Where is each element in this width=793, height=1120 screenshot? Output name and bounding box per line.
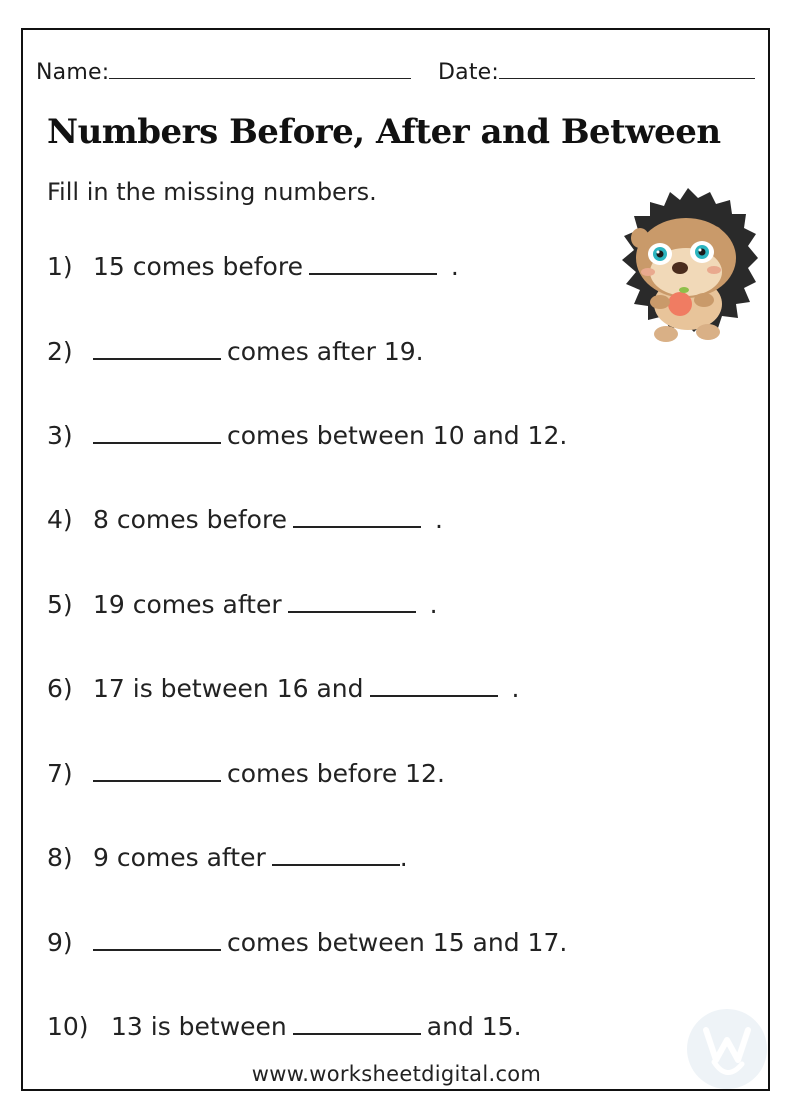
question-text-after: comes after 19. [227, 337, 424, 366]
question-text-after: . [442, 252, 459, 281]
question-text-after: . [421, 590, 438, 619]
question-number: 10) [47, 1012, 89, 1041]
date-line[interactable] [499, 58, 755, 79]
question-3 [47, 421, 567, 450]
answer-blank[interactable] [288, 593, 416, 613]
question-10 [47, 1012, 522, 1041]
answer-blank[interactable] [309, 255, 437, 275]
answer-blank[interactable] [93, 931, 221, 951]
hedgehog-illustration [618, 186, 758, 348]
question-number: 9) [47, 928, 73, 957]
question-text-before: 13 is between [111, 1012, 287, 1041]
question-text-after: . [503, 674, 520, 703]
instructions: Fill in the missing numbers. [47, 178, 377, 206]
question-number: 4) [47, 505, 73, 534]
answer-blank[interactable] [293, 1015, 421, 1035]
question-text-after: and 15. [426, 1012, 522, 1041]
question-number: 6) [47, 674, 73, 703]
question-number: 2) [47, 337, 73, 366]
question-5 [47, 590, 438, 619]
name-line[interactable] [109, 58, 411, 79]
date-label: Date: [438, 60, 499, 85]
question-2 [47, 337, 424, 366]
question-text-before: 15 comes before [93, 252, 303, 281]
question-7 [47, 759, 445, 788]
answer-blank[interactable] [93, 340, 221, 360]
page-title: Numbers Before, After and Between [47, 112, 721, 152]
question-8 [47, 843, 408, 872]
answer-blank[interactable] [93, 762, 221, 782]
question-text-before: 9 comes after [93, 843, 266, 872]
question-number: 1) [47, 252, 73, 281]
answer-blank[interactable] [272, 846, 400, 866]
question-text-after: comes before 12. [227, 759, 445, 788]
question-6 [47, 674, 519, 703]
answer-blank[interactable] [370, 677, 498, 697]
answer-blank[interactable] [293, 508, 421, 528]
question-number: 3) [47, 421, 73, 450]
worksheetdigital-logo-icon [684, 1006, 770, 1092]
question-number: 7) [47, 759, 73, 788]
question-text-after: comes between 10 and 12. [227, 421, 568, 450]
name-label: Name: [36, 60, 110, 85]
question-1 [47, 252, 459, 281]
question-text-before: 19 comes after [93, 590, 282, 619]
question-number: 5) [47, 590, 73, 619]
question-text-before: 8 comes before [93, 505, 288, 534]
name-field[interactable] [36, 58, 411, 85]
question-text-before: 17 is between 16 and [93, 674, 364, 703]
date-field[interactable] [438, 58, 755, 85]
question-text-after: . [399, 843, 408, 872]
question-text-after: comes between 15 and 17. [227, 928, 568, 957]
question-4 [47, 505, 443, 534]
answer-blank[interactable] [93, 424, 221, 444]
question-number: 8) [47, 843, 73, 872]
question-text-after: . [427, 505, 443, 534]
footer-url[interactable]: www.worksheetdigital.com [251, 1062, 542, 1086]
question-9 [47, 928, 567, 957]
